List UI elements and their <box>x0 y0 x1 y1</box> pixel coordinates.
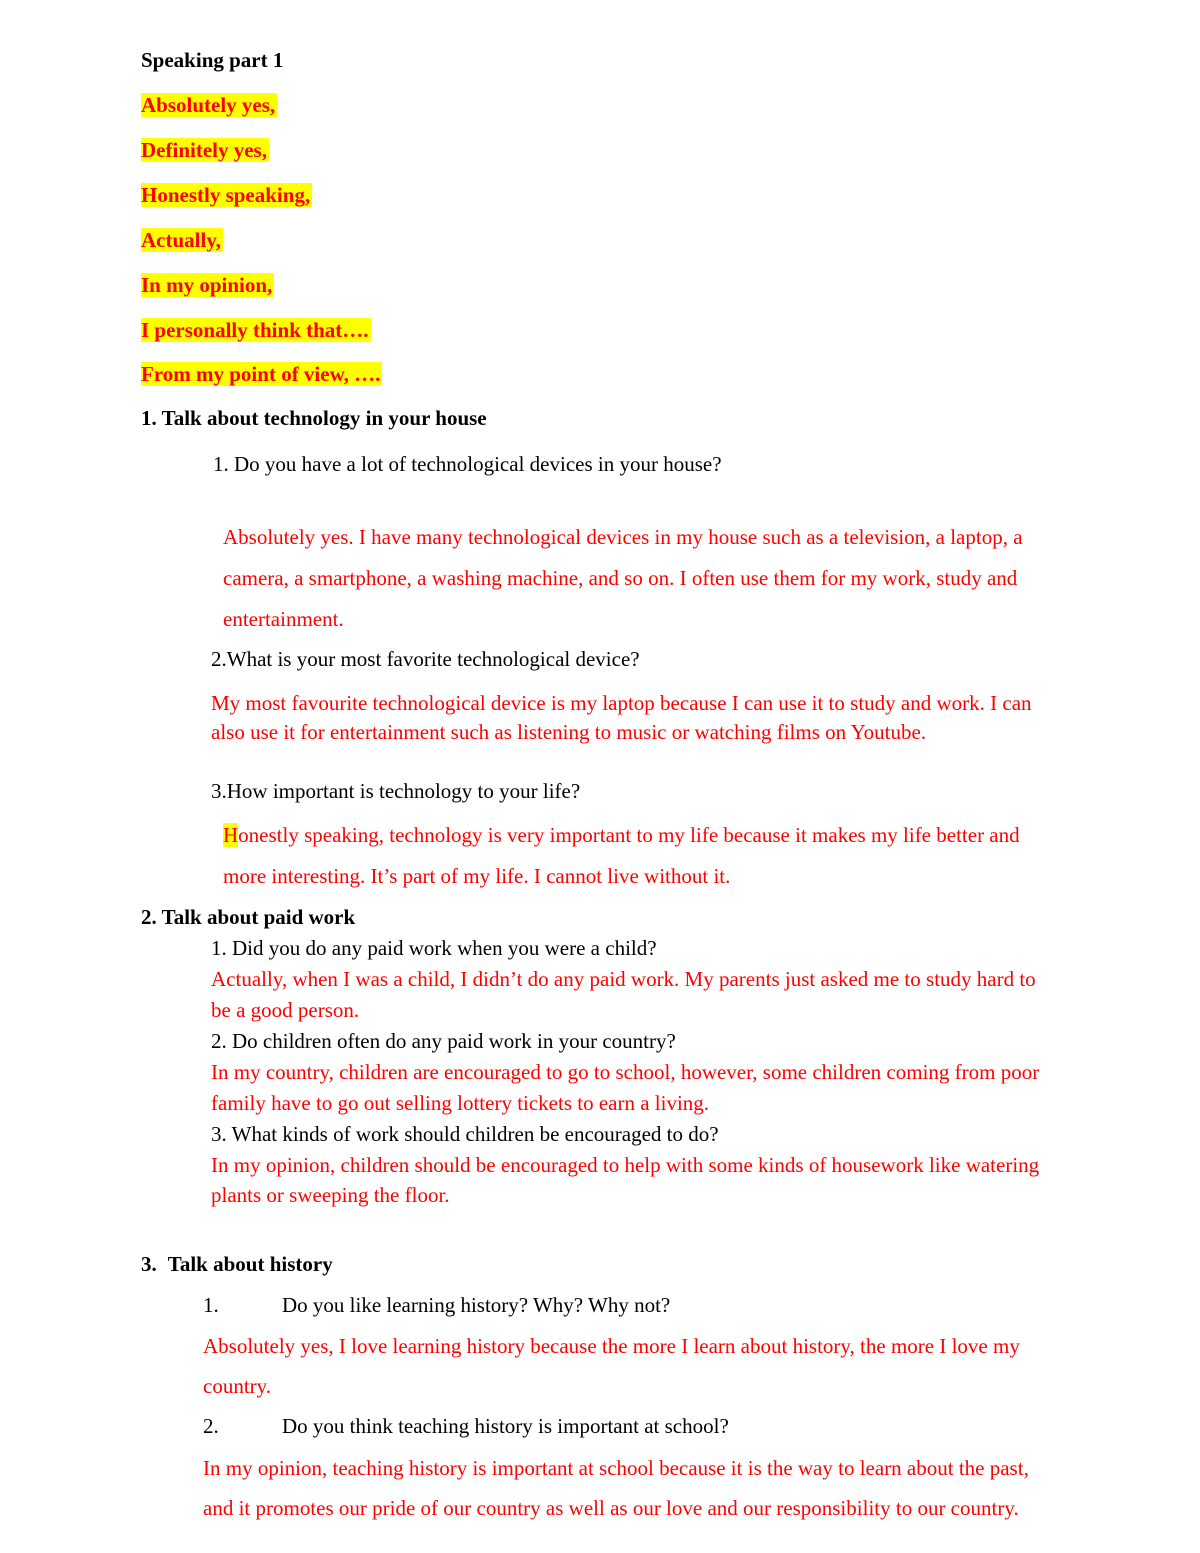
question: 2.What is your most favorite technological device? <box>211 647 640 671</box>
question: 1. Do you have a lot of technological devices in your house? <box>213 452 722 476</box>
question-text: Do you like learning history? Why? Why not? <box>282 1293 671 1317</box>
phrase-item <box>141 92 277 118</box>
answer-line: entertainment. <box>223 607 344 631</box>
phrase-text: Definitely yes, <box>141 138 267 162</box>
question-text: Do you think teaching history is important at school? <box>282 1414 729 1438</box>
section-title: Talk about history <box>167 1252 333 1276</box>
phrase-item <box>141 272 274 298</box>
answer-line: In my opinion, teaching history is important at school because it is the way to learn about the past, <box>203 1456 1029 1480</box>
phrase-text: Honestly speaking, <box>141 183 311 207</box>
answer-line: and it promotes our pride of our country as well as our love and our responsibility to our country. <box>203 1496 1019 1520</box>
answer-line <box>223 822 1020 848</box>
question-number: 1. <box>203 1293 219 1317</box>
phrase-item <box>141 182 312 208</box>
question: 3.How important is technology to your life? <box>211 779 581 803</box>
highlighted-letter: H <box>223 823 239 847</box>
answer-line: also use it for entertainment such as listening to music or watching films on Youtube. <box>211 720 927 744</box>
section-heading: 2. Talk about paid work <box>141 905 356 929</box>
phrase-item <box>141 317 371 343</box>
question: 3. What kinds of work should children be encouraged to do? <box>211 1122 719 1146</box>
answer-line: Absolutely yes, I love learning history because the more I learn about history, the more I love my <box>203 1334 1020 1358</box>
phrase-text: In my opinion, <box>141 273 273 297</box>
answer-line: family have to go out selling lottery tickets to earn a living. <box>211 1091 710 1115</box>
answer-line: more interesting. It’s part of my life. I cannot live without it. <box>223 864 731 888</box>
answer-line: My most favourite technological device is my laptop because I can use it to study and work. I can <box>211 691 1032 715</box>
phrase-text: From my point of view, …. <box>141 362 381 386</box>
answer-line: Actually, when I was a child, I didn’t do any paid work. My parents just asked me to study hard to <box>211 967 1036 991</box>
answer-line: In my country, children are encouraged to go to school, however, some children coming from poor <box>211 1060 1040 1084</box>
phrase-text: Actually, <box>141 228 221 252</box>
question <box>203 1413 729 1439</box>
question-number: 2. <box>203 1414 219 1438</box>
phrase-text: Absolutely yes, <box>141 93 276 117</box>
question: 1. Did you do any paid work when you were a child? <box>211 936 657 960</box>
answer-line: country. <box>203 1374 272 1398</box>
answer-line: In my opinion, children should be encouraged to help with some kinds of housework like watering <box>211 1153 1040 1177</box>
section-number: 3. <box>141 1252 157 1276</box>
answer-line: Absolutely yes. I have many technological devices in my house such as a television, a laptop, a <box>223 525 1023 549</box>
answer-line: camera, a smartphone, a washing machine, and so on. I often use them for my work, study and <box>223 566 1018 590</box>
phrase-item <box>141 137 269 163</box>
page-title: Speaking part 1 <box>141 48 284 72</box>
phrase-item <box>141 227 223 253</box>
phrase-text: I personally think that…. <box>141 318 369 342</box>
section-heading <box>141 1251 333 1277</box>
phrase-item <box>141 361 382 387</box>
answer-text: onestly speaking, technology is very important to my life because it makes my life better and <box>238 823 1020 847</box>
question: 2. Do children often do any paid work in your country? <box>211 1029 676 1053</box>
section-heading: 1. Talk about technology in your house <box>141 406 487 430</box>
answer-line: be a good person. <box>211 998 360 1022</box>
answer-line: plants or sweeping the floor. <box>211 1183 450 1207</box>
question <box>203 1292 670 1318</box>
